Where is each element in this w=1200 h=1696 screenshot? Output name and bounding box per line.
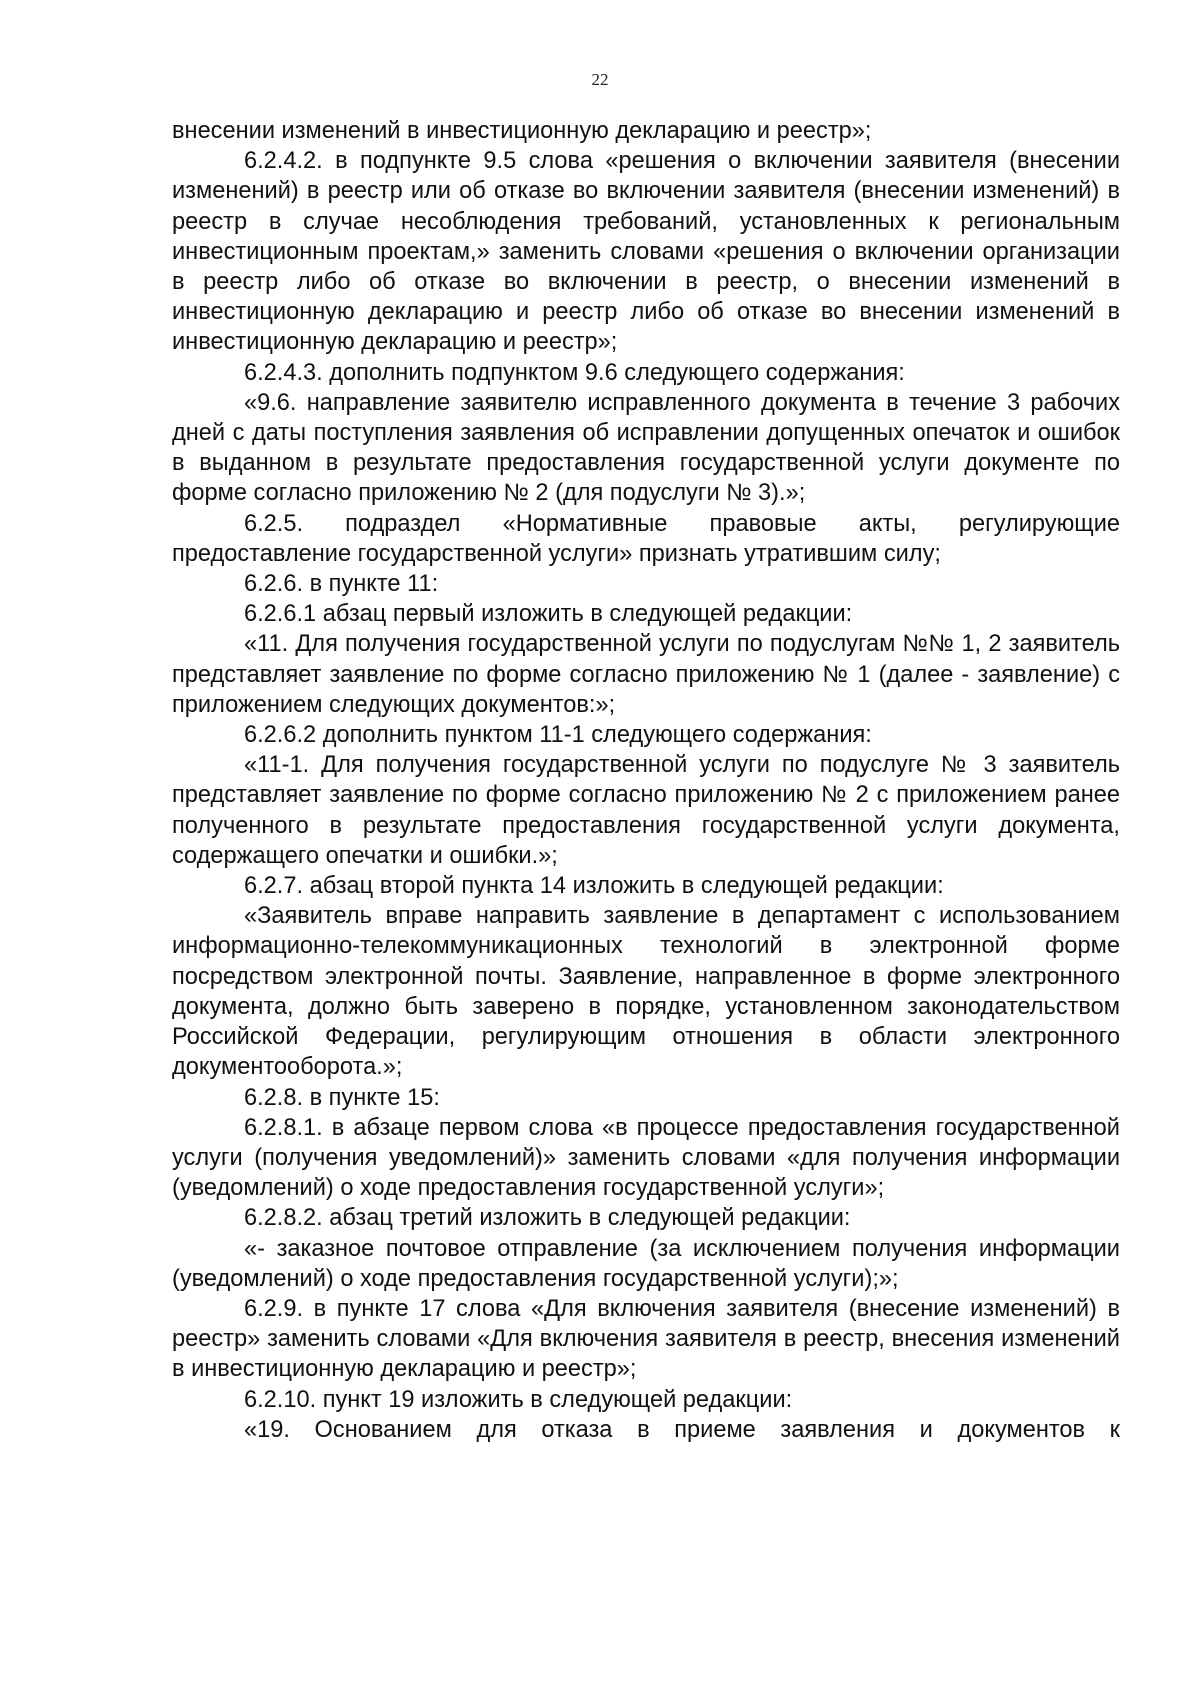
- paragraph: 6.2.5. подраздел «Нормативные правовые акты, регулирующие предоставление государственной услуги» признать утратившим силу;: [172, 510, 1120, 567]
- paragraph: 6.2.10. пункт 19 изложить в следующей редакции:: [244, 1386, 793, 1413]
- paragraph: «11-1. Для получения государственной услуги по подуслуге № 3 заявитель представляет заявление по форме согласно приложению № 2 с приложением ранее полученного в результате предоставления государственной услуги документа, содержащего опечатки и ошибки.»;: [172, 752, 1120, 869]
- document-body: [172, 116, 1120, 1445]
- paragraph: 6.2.7. абзац второй пункта 14 изложить в следующей редакции:: [244, 873, 944, 900]
- paragraph: 6.2.8.1. в абзаце первом слова «в процессе предоставления государственной услуги (получения уведомлений)» заменить словами «для получения информации (уведомлений) о ходе предоставления государственной услуги»;: [172, 1114, 1120, 1202]
- paragraph: «- заказное почтовое отправление (за исключением получения информации (уведомлений) о ходе предоставления государственной услуги);»;: [172, 1235, 1120, 1292]
- paragraph: «11. Для получения государственной услуги по подуслугам №№ 1, 2 заявитель представляет заявление по форме согласно приложению № 1 (далее - заявление) с приложением следующих документов:»;: [172, 631, 1120, 718]
- paragraph: 6.2.6. в пункте 11:: [244, 571, 439, 598]
- paragraph: внесении изменений в инвестиционную декларацию и реестр»;: [172, 118, 872, 144]
- paragraph: 6.2.8. в пункте 15:: [244, 1084, 440, 1111]
- paragraph: «19. Основанием для отказа в приеме заявления и документов к: [244, 1416, 1120, 1443]
- paragraph: 6.2.8.2. абзац третий изложить в следующей редакции:: [244, 1205, 851, 1232]
- paragraph: 6.2.4.3. дополнить подпунктом 9.6 следующего содержания:: [244, 359, 905, 386]
- paragraph: «9.6. направление заявителю исправленного документа в течение 3 рабочих дней с даты поступления заявления об исправлении допущенных опечаток и ошибок в выданном в результате предоставления государственной услуги документе по форме согласно приложению № 2 (для подуслуги № 3).»;: [172, 389, 1120, 507]
- paragraph: 6.2.6.1 абзац первый изложить в следующей редакции:: [244, 601, 853, 628]
- page-number: 22: [591, 70, 609, 89]
- paragraph: 6.2.6.2 дополнить пунктом 11-1 следующего содержания:: [244, 722, 872, 749]
- paragraph: «Заявитель вправе направить заявление в департамент с использованием информационно-телекоммуникационных технологий в электронной форме посредством электронной почты. Заявление, направленное в форме электронного документа, должно быть заверено в порядке, установленном законодательством Российской Федерации, регулирующим отношения в области электронного документооборота.»;: [172, 903, 1120, 1081]
- paragraph: 6.2.4.2. в подпункте 9.5 слова «решения о включении заявителя (внесении изменений) в реестр или об отказе во включении заявителя (внесении изменений) в реестр в случае несоблюдения требований, установленных к региональным инвестиционным проектам,» заменить словами «решения о включении организации в реестр либо об отказе во включении в реестр, о внесении изменений в инвестиционную декларацию и реестр либо об отказе во внесении изменений в инвестиционную декларацию и реестр»;: [172, 148, 1120, 356]
- paragraph: 6.2.9. в пункте 17 слова «Для включения заявителя (внесение изменений) в реестр» заменить словами «Для включения заявителя в реестр, внесения изменений в инвестиционную декларацию и реестр»;: [172, 1295, 1120, 1383]
